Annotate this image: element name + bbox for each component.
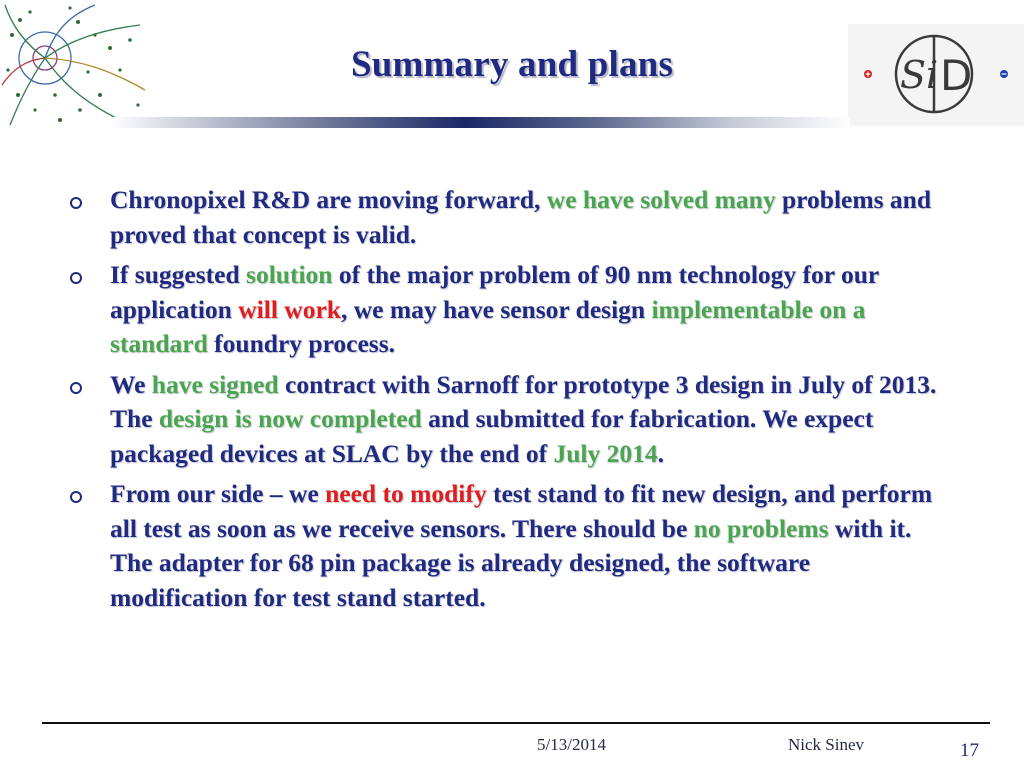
hollow-circle-bullet-icon — [70, 491, 82, 503]
bullet-text-segment: test stand to fit new design, and perform all test as soon as we receive sensors. There should be — [110, 479, 933, 543]
bullet-text-segment: , we may have sensor design — [340, 294, 652, 324]
page-number: 17 — [960, 740, 979, 761]
bullet-text-segment: no problems — [693, 513, 829, 543]
bullet-text-segment: foundry process. — [207, 329, 396, 358]
title-divider — [110, 117, 850, 128]
bullet-text-segment: July 2014 — [553, 438, 658, 468]
bullet-list — [70, 183, 950, 621]
bullet-text-segment: From our side – we — [110, 479, 326, 508]
bullet-item — [70, 183, 950, 252]
bullet-text-segment: If suggested — [110, 260, 247, 289]
footer-author: Nick Sinev — [788, 735, 865, 754]
bullet-item — [70, 258, 950, 362]
bullet-text-segment: We — [110, 369, 152, 399]
bullet-text-segment: with it. The adapter for 68 pin package is already designed, the software modification for test stand started. — [110, 513, 912, 612]
svg-text:Si: Si — [900, 53, 939, 97]
footer-date: 5/13/2014 — [537, 735, 606, 754]
svg-text:D: D — [940, 51, 973, 100]
hollow-circle-bullet-icon — [70, 197, 82, 209]
bullet-text-segment: have signed — [151, 369, 279, 399]
hollow-circle-bullet-icon — [70, 272, 82, 284]
bullet-item — [70, 368, 950, 472]
hollow-circle-bullet-icon — [70, 382, 82, 394]
bullet-text-segment: we have solved many — [546, 185, 776, 214]
bullet-text-segment: contract with Sarnoff for prototype 3 design in July of 2013. The — [110, 369, 937, 433]
bullet-text-segment: and submitted for fabrication. We expect packaged devices at SLAC by the end of — [110, 404, 874, 468]
footer-divider — [42, 722, 990, 724]
bullet-text-segment: design is now completed — [158, 404, 422, 433]
bullet-text-segment: of the major problem of 90 nm technology for our application — [110, 260, 879, 324]
bullet-item — [70, 477, 950, 615]
bullet-text-segment: problems and proved that concept is valid. — [110, 185, 931, 249]
bullet-text-segment: need to modify — [325, 479, 487, 508]
slide-title: Summary and plans — [350, 44, 674, 85]
bullet-text-segment: . — [657, 438, 664, 468]
bullet-text-segment: solution — [246, 260, 333, 289]
bullet-text-segment: implementable on a standard — [110, 294, 866, 358]
bullet-text-segment: Chronopixel R&D are moving forward, — [110, 185, 547, 214]
bullet-text-segment: will work — [238, 294, 341, 324]
